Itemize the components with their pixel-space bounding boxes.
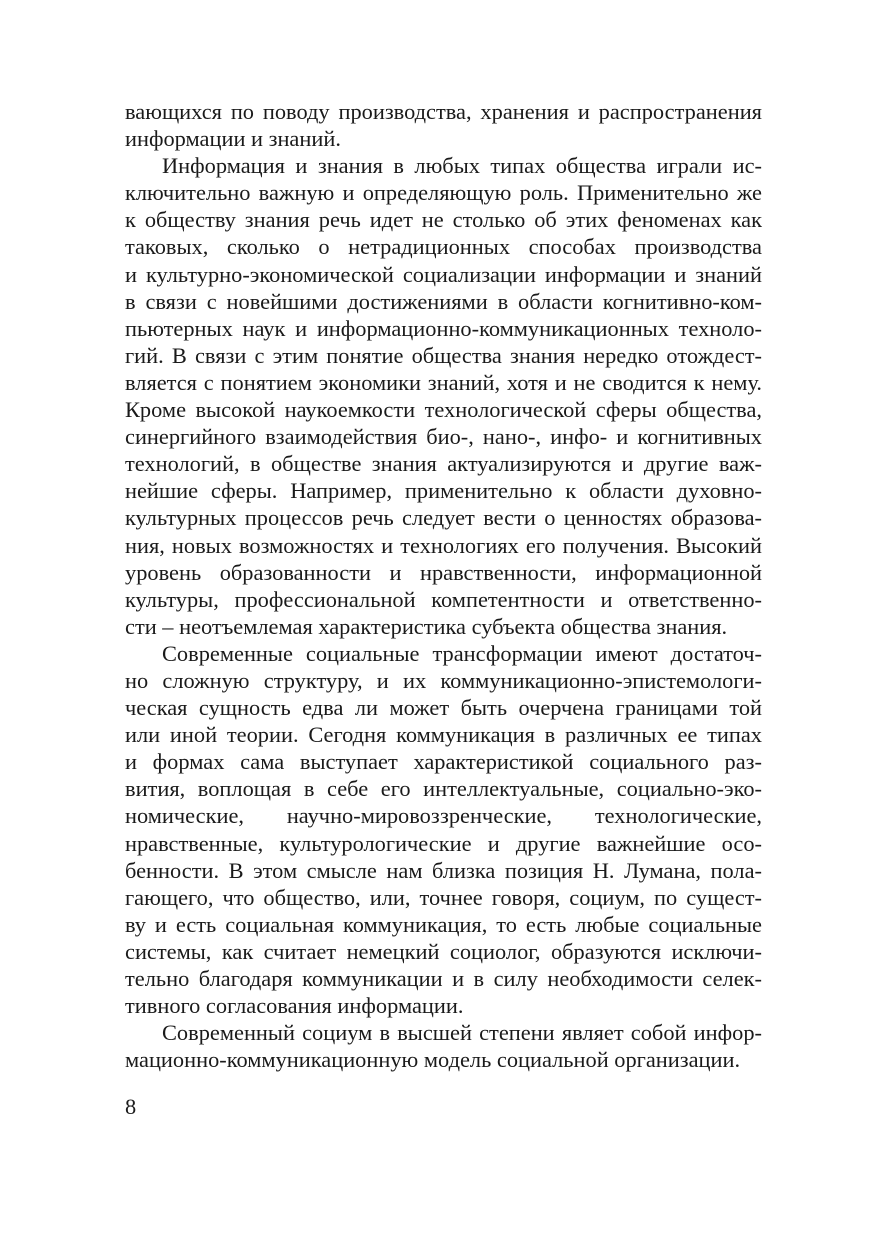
text-line: Информация и знания в любых типах общества играли ис- <box>162 153 762 179</box>
text-line: в связи с новейшими достижениями в области когнитивно-ком- <box>125 288 762 314</box>
text-line: ву и есть социальная коммуникация, то есть любые социальные <box>125 911 762 937</box>
body-text <box>125 98 762 1073</box>
text-line: тельно благодаря коммуникации и в силу необходимости селек- <box>125 966 762 991</box>
text-line: Современные социальные трансформации имеют достаточ- <box>162 640 762 666</box>
page-number: 8 <box>125 1094 137 1119</box>
text-line: или иной теории. Сегодня коммуникация в различных ее типах <box>125 722 762 748</box>
text-line: Современный социум в высшей степени являет собой инфор- <box>162 1020 762 1046</box>
text-line: технологий, в обществе знания актуализируются и другие важ- <box>125 451 762 477</box>
text-line: вития, воплощая в себе его интеллектуальные, социально-эко- <box>125 776 762 802</box>
text-line: мационно-коммуникационную модель социальной организации. <box>125 1047 741 1073</box>
text-line: вляется с понятием экономики знаний, хотя и не сводится к нему. <box>125 369 762 395</box>
text-line: и формах сама выступает характеристикой социального раз- <box>125 749 762 775</box>
text-line: нравственные, культурологические и другие важнейшие осо- <box>125 830 762 856</box>
text-line: культуры, профессиональной компетентности и ответственно- <box>125 586 762 612</box>
text-line: сти – неотъемлемая характеристика субъекта общества знания. <box>125 613 728 639</box>
text-line: системы, как считает немецкий социолог, образуются исключи- <box>125 938 762 964</box>
text-line: ния, новых возможностях и технологиях его получения. Высокий <box>125 532 762 558</box>
text-line: тивного согласования информации. <box>125 993 464 1019</box>
paragraph <box>125 640 762 1019</box>
text-line: гий. В связи с этим понятие общества знания нередко отождест- <box>125 342 762 368</box>
text-line: но сложную структуру, и их коммуникационно-эпистемологи- <box>125 667 762 693</box>
text-line: синергийного взаимодействия био-, нано-, инфо- и когнитивных <box>125 424 762 450</box>
text-line: информации и знаний. <box>125 126 341 152</box>
paragraph <box>125 1019 762 1073</box>
text-line: ческая сущность едва ли может быть очерчена границами той <box>125 695 762 721</box>
text-line: Кроме высокой наукоемкости технологической сферы общества, <box>125 397 762 423</box>
paragraph <box>125 98 762 152</box>
text-line: вающихся по поводу производства, хранения и распространения <box>125 99 762 124</box>
text-line: к обществу знания речь идет не столько об этих феноменах как <box>125 207 762 233</box>
paragraph <box>125 152 762 640</box>
text-line: бенности. В этом смысле нам близка позиция Н. Лумана, пола- <box>125 857 762 883</box>
text-line: уровень образованности и нравственности, информационной <box>125 559 762 585</box>
text-line: нейшие сферы. Например, применительно к области духовно- <box>125 478 762 504</box>
text-line: пьютерных наук и информационно-коммуникационных техноло- <box>125 315 762 341</box>
text-line: таковых, сколько о нетрадиционных способах производства <box>125 234 762 260</box>
text-line: номические, научно-мировоззренческие, технологические, <box>125 803 762 829</box>
text-line: гающего, что общество, или, точнее говоря, социум, по сущест- <box>125 884 762 910</box>
text-line: и культурно-экономической социализации информации и знаний <box>125 261 762 287</box>
text-line: ключительно важную и определяющую роль. Применительно же <box>125 180 762 206</box>
text-line: культурных процессов речь следует вести о ценностях образова- <box>125 505 762 531</box>
